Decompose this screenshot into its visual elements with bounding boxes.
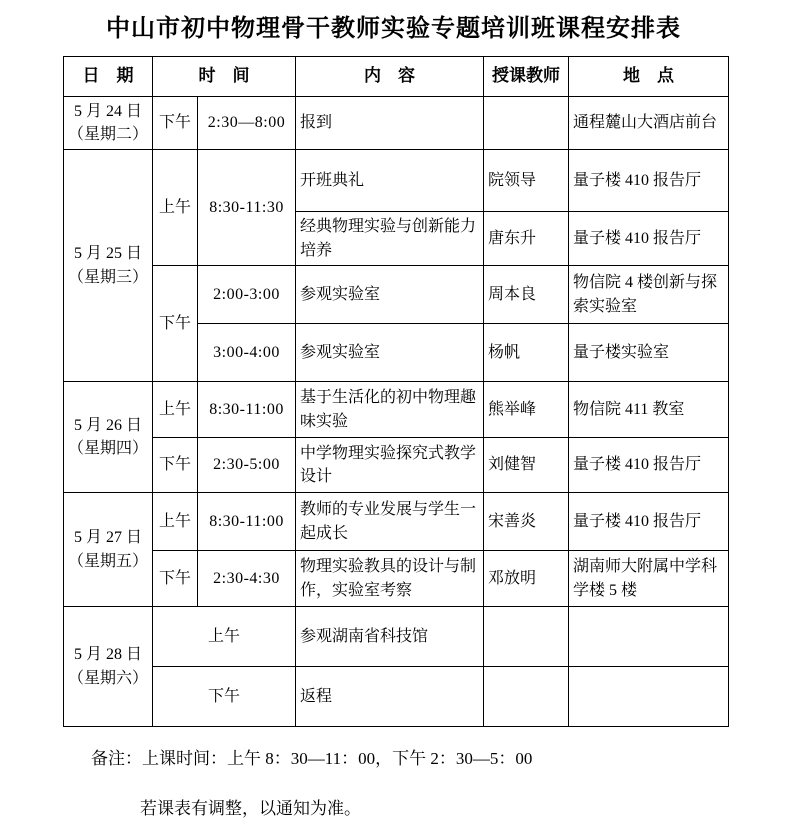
cell-location: 物信院 4 楼创新与探索实验室 [569, 266, 729, 324]
cell-location: 物信院 411 教室 [569, 382, 729, 438]
date-line2: （星期四） [68, 440, 149, 457]
cell-location [569, 667, 729, 727]
cell-teacher: 邓放明 [484, 551, 569, 607]
cell-content: 参观实验室 [296, 266, 484, 324]
cell-content: 报到 [296, 97, 484, 150]
cell-time: 3:00-4:00 [198, 324, 296, 382]
remark-line-2: 若课表有调整，以通知为准。 [140, 799, 361, 818]
date-line1: 5 月 28 日 [73, 646, 142, 664]
cell-date [64, 97, 153, 150]
header-teacher: 授课教师 [484, 57, 569, 97]
cell-teacher [484, 97, 569, 150]
cell-date [64, 493, 153, 607]
date-line1: 5 月 27 日 [73, 529, 142, 547]
cell-time: 2:30-5:00 [198, 438, 296, 493]
cell-content: 开班典礼 [296, 150, 484, 212]
cell-period: 下午 [153, 266, 198, 382]
header-time: 时 间 [153, 57, 296, 97]
table-row [64, 266, 729, 324]
remark-line-1: 备注：上课时间：上午 8：30—11：00，下午 2：30—5：00 [91, 749, 533, 768]
cell-period: 上午 [153, 150, 198, 266]
cell-location: 通程麓山大酒店前台 [569, 97, 729, 150]
cell-location: 量子楼 410 报告厅 [569, 212, 729, 266]
cell-content: 参观湖南省科技馆 [296, 607, 484, 667]
table-header-row [64, 57, 729, 97]
cell-date [64, 382, 153, 493]
cell-location: 量子楼 410 报告厅 [569, 150, 729, 212]
remarks [91, 744, 787, 819]
cell-time: 8:30-11:00 [198, 382, 296, 438]
cell-teacher: 院领导 [484, 150, 569, 212]
cell-period: 下午 [153, 667, 296, 727]
cell-period: 上午 [153, 493, 198, 551]
schedule-table [63, 56, 729, 727]
cell-teacher: 刘健智 [484, 438, 569, 493]
cell-teacher: 杨帆 [484, 324, 569, 382]
cell-time: 8:30-11:00 [198, 493, 296, 551]
header-content: 内 容 [296, 57, 484, 97]
page-title: 中山市初中物理骨干教师实验专题培训班课程安排表 [106, 16, 681, 42]
cell-location: 量子楼实验室 [569, 324, 729, 382]
cell-teacher: 唐东升 [484, 212, 569, 266]
cell-content: 物理实验教具的设计与制作，实验室考察 [296, 551, 484, 607]
cell-date [64, 150, 153, 382]
cell-period: 上午 [153, 382, 198, 438]
cell-period: 下午 [153, 438, 198, 493]
cell-location: 量子楼 410 报告厅 [569, 493, 729, 551]
cell-period: 下午 [153, 551, 198, 607]
cell-location [569, 607, 729, 667]
cell-content: 经典物理实验与创新能力培养 [296, 212, 484, 266]
cell-time: 8:30-11:30 [198, 150, 296, 266]
table-row [64, 551, 729, 607]
cell-content: 教师的专业发展与学生一起成长 [296, 493, 484, 551]
cell-time: 2:00-3:00 [198, 266, 296, 324]
cell-period: 上午 [153, 607, 296, 667]
cell-teacher [484, 667, 569, 727]
header-location: 地 点 [569, 57, 729, 97]
table-row [64, 493, 729, 551]
table-row [64, 382, 729, 438]
header-date: 日 期 [64, 57, 153, 97]
cell-content: 中学物理实验探究式教学设计 [296, 438, 484, 493]
cell-location: 量子楼 410 报告厅 [569, 438, 729, 493]
date-line1: 5 月 26 日 [73, 416, 142, 434]
table-row [64, 97, 729, 150]
cell-teacher [484, 607, 569, 667]
date-line2: （星期五） [68, 552, 149, 570]
cell-location: 湖南师大附属中学科学楼 5 楼 [569, 551, 729, 607]
cell-content: 返程 [296, 667, 484, 727]
date-line1: 5 月 25 日 [73, 245, 142, 263]
cell-teacher: 周本良 [484, 266, 569, 324]
date-line2: （星期六） [68, 669, 149, 687]
cell-period: 下午 [153, 97, 198, 150]
cell-teacher: 宋善炎 [484, 493, 569, 551]
table-row [64, 607, 729, 667]
table-row [64, 150, 729, 212]
date-line2: （星期三） [68, 268, 149, 286]
date-line2: （星期二） [68, 126, 149, 143]
cell-date [64, 607, 153, 727]
cell-content: 基于生活化的初中物理趣味实验 [296, 382, 484, 438]
cell-content: 参观实验室 [296, 324, 484, 382]
cell-time: 2:30-4:30 [198, 551, 296, 607]
date-line1: 5 月 24 日 [73, 102, 142, 120]
cell-time: 2:30—8:00 [198, 97, 296, 150]
table-row [64, 438, 729, 493]
cell-teacher: 熊举峰 [484, 382, 569, 438]
table-row [64, 667, 729, 727]
